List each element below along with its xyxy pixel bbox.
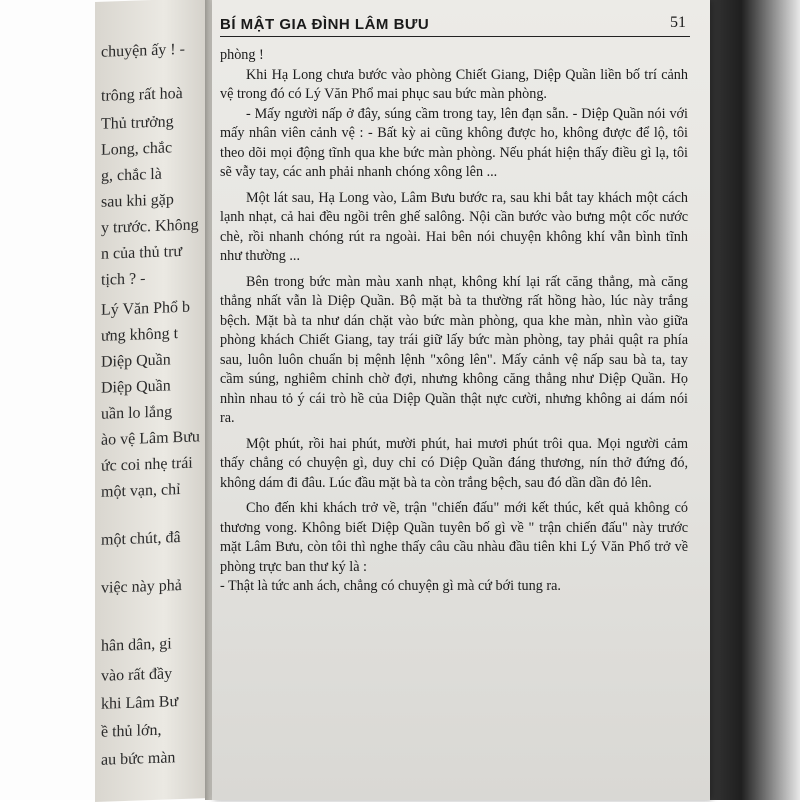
left-page-line: n của thủ trư <box>101 242 183 263</box>
paragraph: Bên trong bức màn màu xanh nhạt, không khí lại rất căng thẳng, mà căng thẳng nhất vẫn là Diệp Quần. Bộ mặt bà ta thường rất hồng hào, lúc này trắng bệch. Mặt bà ta như dán chặt vào bức màn phòng, qua khe màn, nhìn vào giữa phòng khách Chiết Giang, tay trái giữ lấy bức màn phòng, tay phải quật ra phía sau, luôn luôn chuẩn bị mệnh lệnh "xông lên". Mấy cảnh vệ nấp sau bà ta, tay cầm súng, nghiêm chỉnh chờ đợi, nhưng không căng thẳng như Diệp Quần. Họ nhìn nhau tỏ ý cái trò hề của Diệp Quần thật nực cười, nhưng không ai dám nói ra. <box>220 273 688 426</box>
left-page-line: au bức màn <box>101 749 176 769</box>
paragraph: - Mấy người nấp ở đây, súng cầm trong tay, lên đạn sẵn. - Diệp Quần nói với mấy nhân viên cảnh vệ : - Bất kỳ ai cũng không được ho, không được để lộ, tôi theo dõi mọi động tĩnh qua khe bức màn phòng. Nếu phát hiện thấy điều gì lạ, tôi sẽ vẫy tay, các anh phải nhanh chóng xông lên ... <box>220 105 688 180</box>
left-page-line: y trước. Không <box>101 216 199 237</box>
left-page-line: ưng không t <box>101 325 179 345</box>
book-page <box>212 0 710 800</box>
left-page-line: Long, chắc <box>101 139 173 159</box>
left-page-line: trông rất hoà <box>101 84 183 105</box>
paragraph: Cho đến khi khách trở về, trận "chiến đấu" mới kết thúc, kết quả không có thương vong. Không biết Diệp Quần tuyên bố gì về " trận chiến đấu" này trước mặt Lâm Bưu, còn tôi thì nghe thấy câu cầu nhàu đầu tiên khi Lý Văn Phổ trở về phòng trực ban thư ký là : <box>220 500 688 575</box>
running-title: BÍ MẬT GIA ĐÌNH LÂM BƯU <box>220 16 430 33</box>
left-page-line: Diệp Quần <box>101 377 171 397</box>
left-page-line: Diệp Quần <box>101 351 171 371</box>
left-page-line: Thủ trưởng <box>101 113 174 133</box>
left-page-line: g, chắc là <box>101 165 162 185</box>
paragraph: - Thật là tức anh ách, chẳng có chuyện gì mà cứ bới tung ra. <box>220 578 561 594</box>
left-page-line: chuyện ấy ! - <box>101 40 185 61</box>
body-text <box>220 46 688 597</box>
left-page-line: Lý Văn Phổ b <box>101 298 191 319</box>
left-page-line: việc này phả <box>101 576 182 597</box>
left-page-line: ề thủ lớn, <box>101 721 162 741</box>
left-page-line: sau khi gặp <box>101 191 174 211</box>
paragraph: Khi Hạ Long chưa bước vào phòng Chiết Giang, Diệp Quần liền bố trí cảnh vệ trong đó có Lý Văn Phổ mai phục sau bức màn phòng. <box>220 66 688 102</box>
left-page-line: một chút, đâ <box>101 529 181 549</box>
page-number: 51 <box>670 14 686 31</box>
left-page-line: ào vệ Lâm Bưu <box>101 428 200 449</box>
left-page-line: tịch ? - <box>101 270 146 289</box>
paragraph: Một lát sau, Hạ Long vào, Lâm Bưu bước ra, sau khi bắt tay khách một cách lạnh nhạt, cả hai đều ngồi trên ghế salông. Nội cần bước vào bưng một cốc nước chè, rồi nhanh chóng rút ra ngoài. Hai bên nói chuyện không khí vẫn bình tĩnh như thường ... <box>220 189 688 264</box>
left-page-fragment <box>95 0 210 802</box>
paragraph: phòng ! <box>220 47 264 63</box>
running-header <box>220 14 690 37</box>
left-page-line: khi Lâm Bư <box>101 693 179 713</box>
paragraph: Một phút, rồi hai phút, mười phút, hai mươi phút trôi qua. Mọi người cảm thấy chẳng có chuyện gì, duy chỉ có Diệp Quần đáng thương, nín thở đứng đó, không dám đi đâu. Lúc đầu mặt bà ta còn trắng bệch, sau đó dần dần đỏ lên. <box>220 435 688 491</box>
left-page-line: một vạn, chỉ <box>101 481 181 501</box>
left-page-line: uần lo lắng <box>101 403 173 423</box>
left-page-line: ức coi nhẹ trái <box>101 454 193 475</box>
left-page-line: hân dân, gi <box>101 635 172 655</box>
left-page-line: vào rất đầy <box>101 665 173 685</box>
book-edge-shadow <box>702 0 800 800</box>
